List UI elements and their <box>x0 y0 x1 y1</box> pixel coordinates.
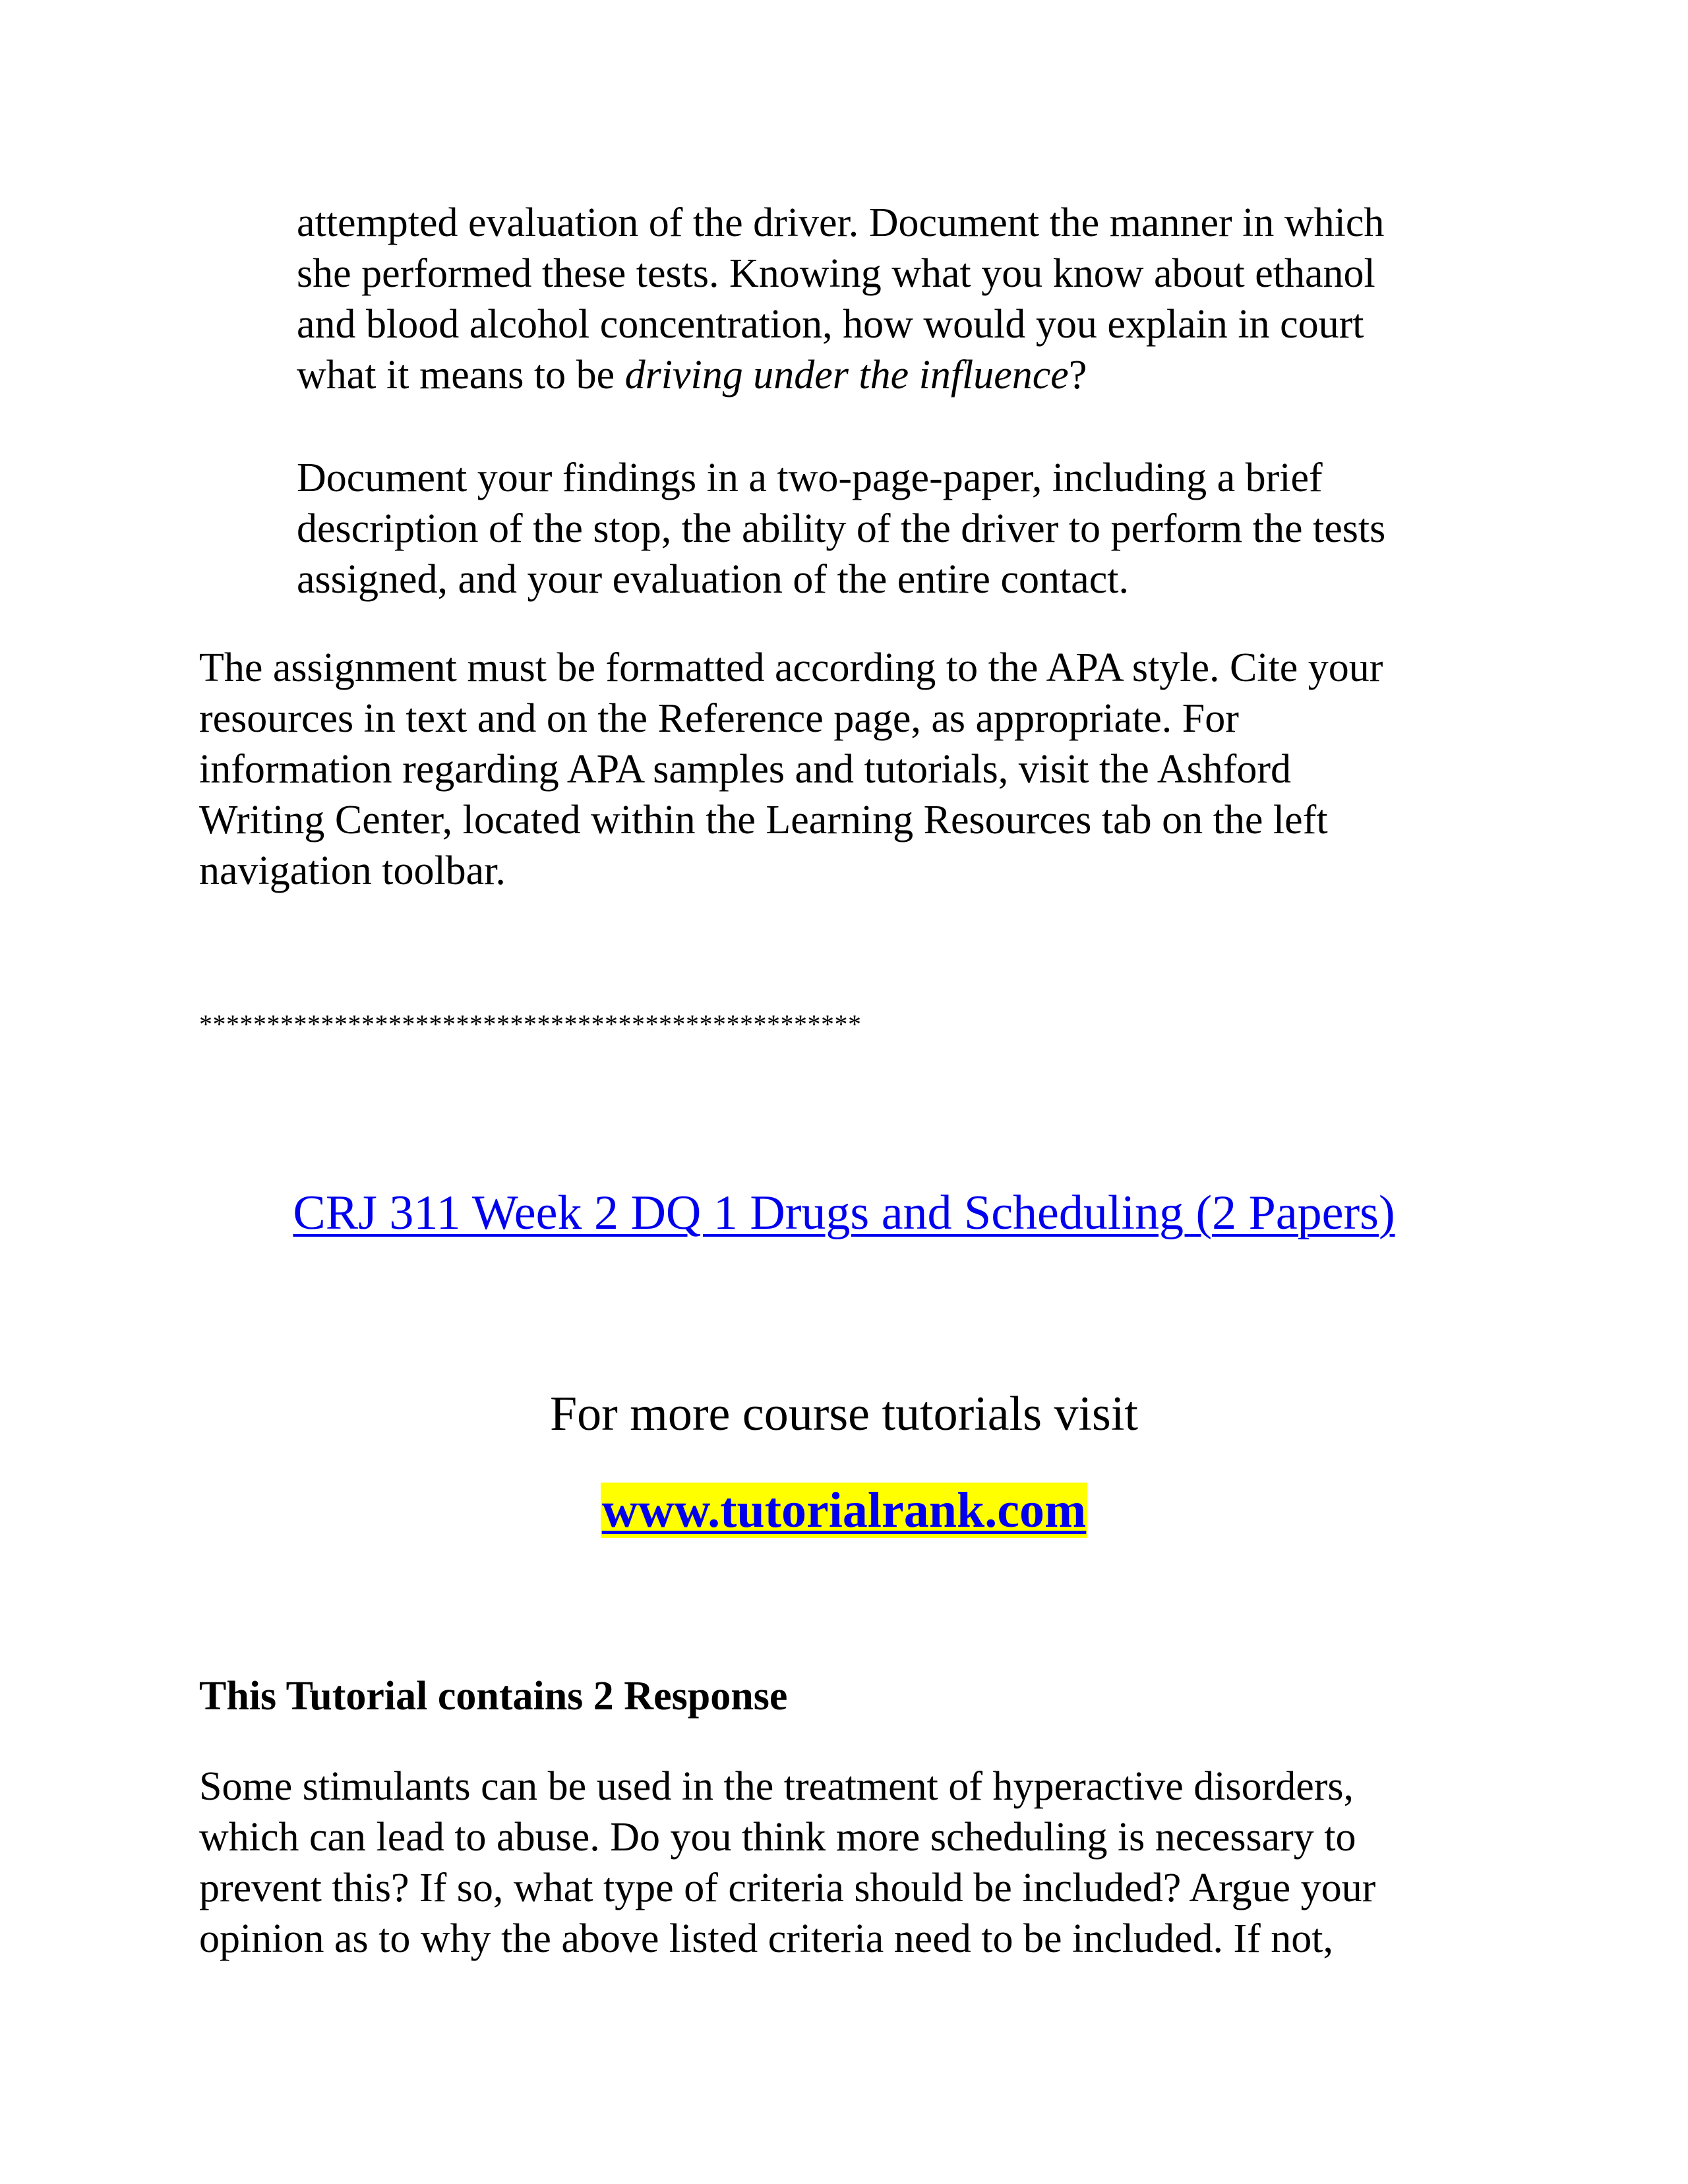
line-prefix: what it means to be <box>297 353 625 398</box>
paragraph-line: navigation toolbar. <box>199 848 506 893</box>
course-link[interactable]: CRJ 311 Week 2 DQ 1 Drugs and Scheduling (2 Papers) <box>293 1186 1395 1240</box>
apa-paragraph <box>199 643 1518 897</box>
paragraph-line: and blood alcohol concentration, how would you explain in court <box>297 302 1364 347</box>
line-suffix: ? <box>1068 353 1087 398</box>
paragraph-line: Writing Center, located within the Learning Resources tab on the left <box>199 798 1328 842</box>
paragraph-line: The assignment must be formatted according to the APA style. Cite your <box>199 645 1383 690</box>
paragraph-line: assigned, and your evaluation of the entire contact. <box>297 557 1129 602</box>
more-tutorials-label: For more course tutorials visit <box>550 1387 1138 1441</box>
site-link-container <box>0 1480 1688 1541</box>
italic-phrase: driving under the influence <box>624 353 1069 398</box>
question-paragraph <box>199 1761 1518 1964</box>
paragraph-line: opinion as to why the above listed criteria need to be included. If not, <box>199 1916 1334 1961</box>
paragraph-line: Document your findings in a two-page-paper, including a brief <box>297 456 1323 500</box>
site-link[interactable]: www.tutorialrank.com <box>601 1483 1087 1538</box>
paragraph-line <box>297 350 1550 401</box>
evaluation-paragraph <box>297 198 1550 401</box>
paragraph-line: she performed these tests. Knowing what you know about ethanol <box>297 251 1375 296</box>
paragraph-line: Some stimulants can be used in the treatment of hyperactive disorders, <box>199 1764 1354 1809</box>
paragraph-line: resources in text and on the Reference page, as appropriate. For <box>199 696 1239 741</box>
paragraph-line: information regarding APA samples and tutorials, visit the Ashford <box>199 747 1292 792</box>
paragraph-line: prevent this? If so, what type of criteria should be included? Argue your <box>199 1866 1376 1910</box>
findings-paragraph <box>297 453 1550 605</box>
paragraph-line: attempted evaluation of the driver. Document the manner in which <box>297 200 1385 245</box>
paragraph-line: description of the stop, the ability of the driver to perform the tests <box>297 506 1386 551</box>
separator-stars: ************************************************* <box>199 1009 862 1039</box>
tutorial-heading: This Tutorial contains 2 Response <box>199 1674 788 1719</box>
paragraph-line: which can lead to abuse. Do you think more scheduling is necessary to <box>199 1815 1356 1860</box>
